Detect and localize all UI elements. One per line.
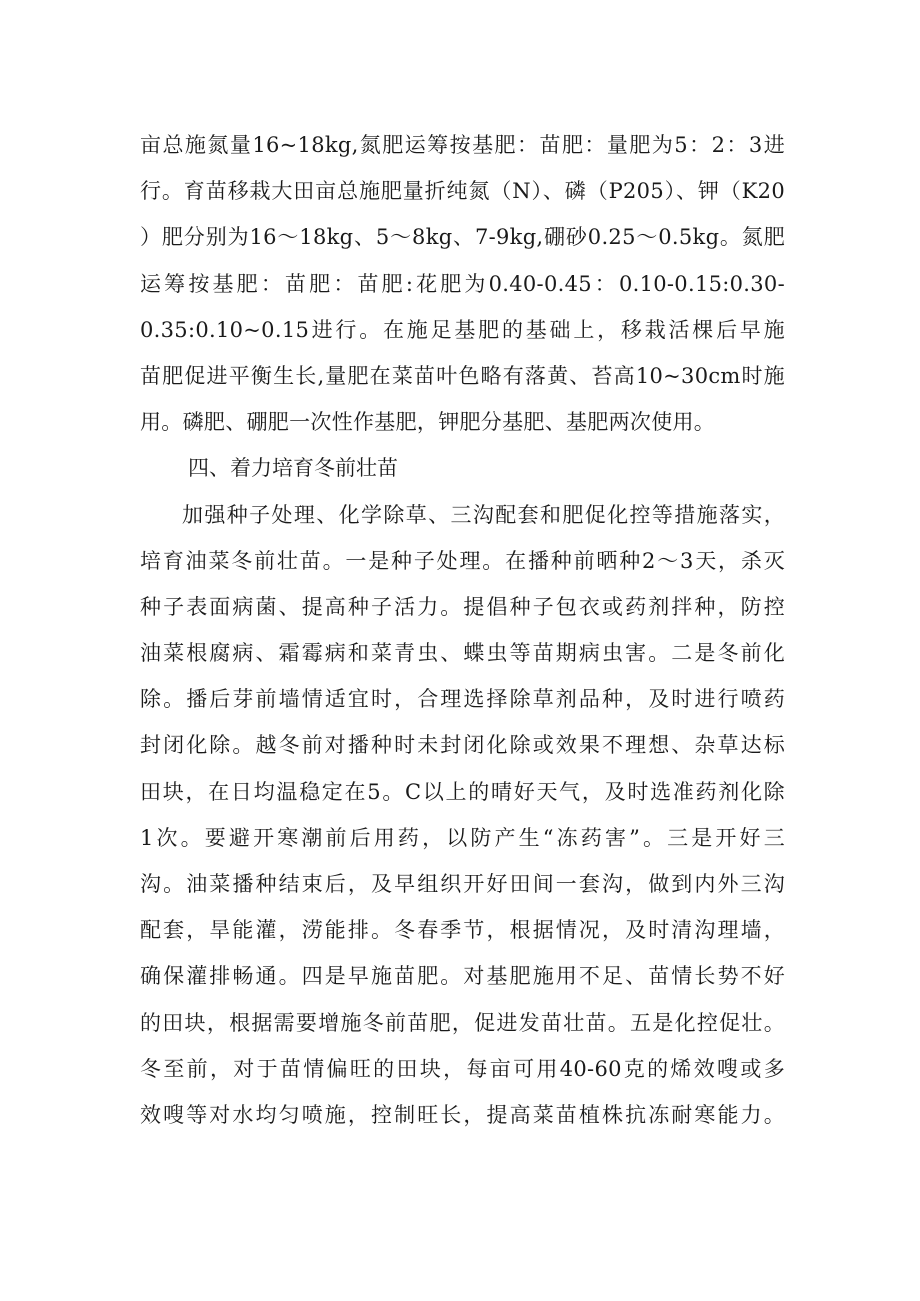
text-line: 封闭化除。越冬前对播种时未封闭化除或效果不理想、杂草达标 xyxy=(140,733,785,758)
document-body xyxy=(140,122,785,1138)
text-line: 用。磷肥、硼肥一次性作基肥，钾肥分基肥、基肥两次使用。 xyxy=(140,410,716,435)
text-line: 的田块，根据需要增施冬前苗肥，促进发苗壮苗。五是化控促壮。 xyxy=(140,1010,785,1035)
paragraph-seedlings xyxy=(140,492,785,1139)
section-heading: 四、着力培育冬前壮苗 xyxy=(188,456,398,481)
text-line: 田块，在日均温稳定在5。C以上的晴好天气，及时选准药剂化除 xyxy=(140,779,785,804)
text-line: 确保灌排畅通。四是早施苗肥。对基肥施用不足、苗情长势不好 xyxy=(140,964,785,989)
text-line: 加强种子处理、化学除草、三沟配套和肥促化控等措施落实， xyxy=(182,502,785,527)
text-line: 配套，旱能灌，涝能排。冬春季节，根据情况，及时清沟理墙， xyxy=(140,918,785,943)
text-line: 苗肥促进平衡生长,量肥在菜苗叶色略有落黄、苔高10~30cm时施 xyxy=(140,363,785,388)
text-line: 油菜根腐病、霜霉病和菜青虫、蝶虫等苗期病虫害。二是冬前化 xyxy=(140,641,785,666)
text-line: 0.35:0.10~0.15进行。在施足基肥的基础上，移栽活棵后早施 xyxy=(140,317,785,342)
text-line: 培育油菜冬前壮苗。一是种子处理。在播种前晒种2～3天，杀灭 xyxy=(140,548,785,573)
text-line: 种子表面病菌、提高种子活力。提倡种子包衣或药剂拌种，防控 xyxy=(140,594,785,619)
text-line: 沟。油菜播种结束后，及早组织开好田间一套沟，做到内外三沟 xyxy=(140,872,785,896)
paragraph-fertilizer xyxy=(140,122,785,445)
text-line: 运筹按基肥：苗肥：苗肥:花肥为0.40-0.45：0.10-0.15:0.30- xyxy=(140,271,785,296)
text-line: 效嗖等对水均匀喷施，控制旺长，提高菜苗植株抗冻耐寒能力。 xyxy=(140,1102,785,1127)
text-line: 亩总施氮量16~18kg,氮肥运筹按基肥：苗肥：量肥为5：2：3进 xyxy=(140,133,785,157)
text-line: 1次。要避开寒潮前后用药，以防产生“冻药害”。三是开好三 xyxy=(140,825,785,850)
text-line: 除。播后芽前墙情适宜时，合理选择除草剂品种，及时进行喷药 xyxy=(140,687,785,712)
text-line: ）肥分别为16～18kg、5～8kg、7-9kg,硼砂0.25～0.5kg。氮肥 xyxy=(140,225,785,250)
text-line: 冬至前，对于苗情偏旺的田块，每亩可用40-60克的烯效嗖或多 xyxy=(140,1056,785,1081)
text-line: 行。育苗移栽大田亩总施肥量折纯氮（N）、磷（P205）、钾（K20 xyxy=(140,179,785,204)
